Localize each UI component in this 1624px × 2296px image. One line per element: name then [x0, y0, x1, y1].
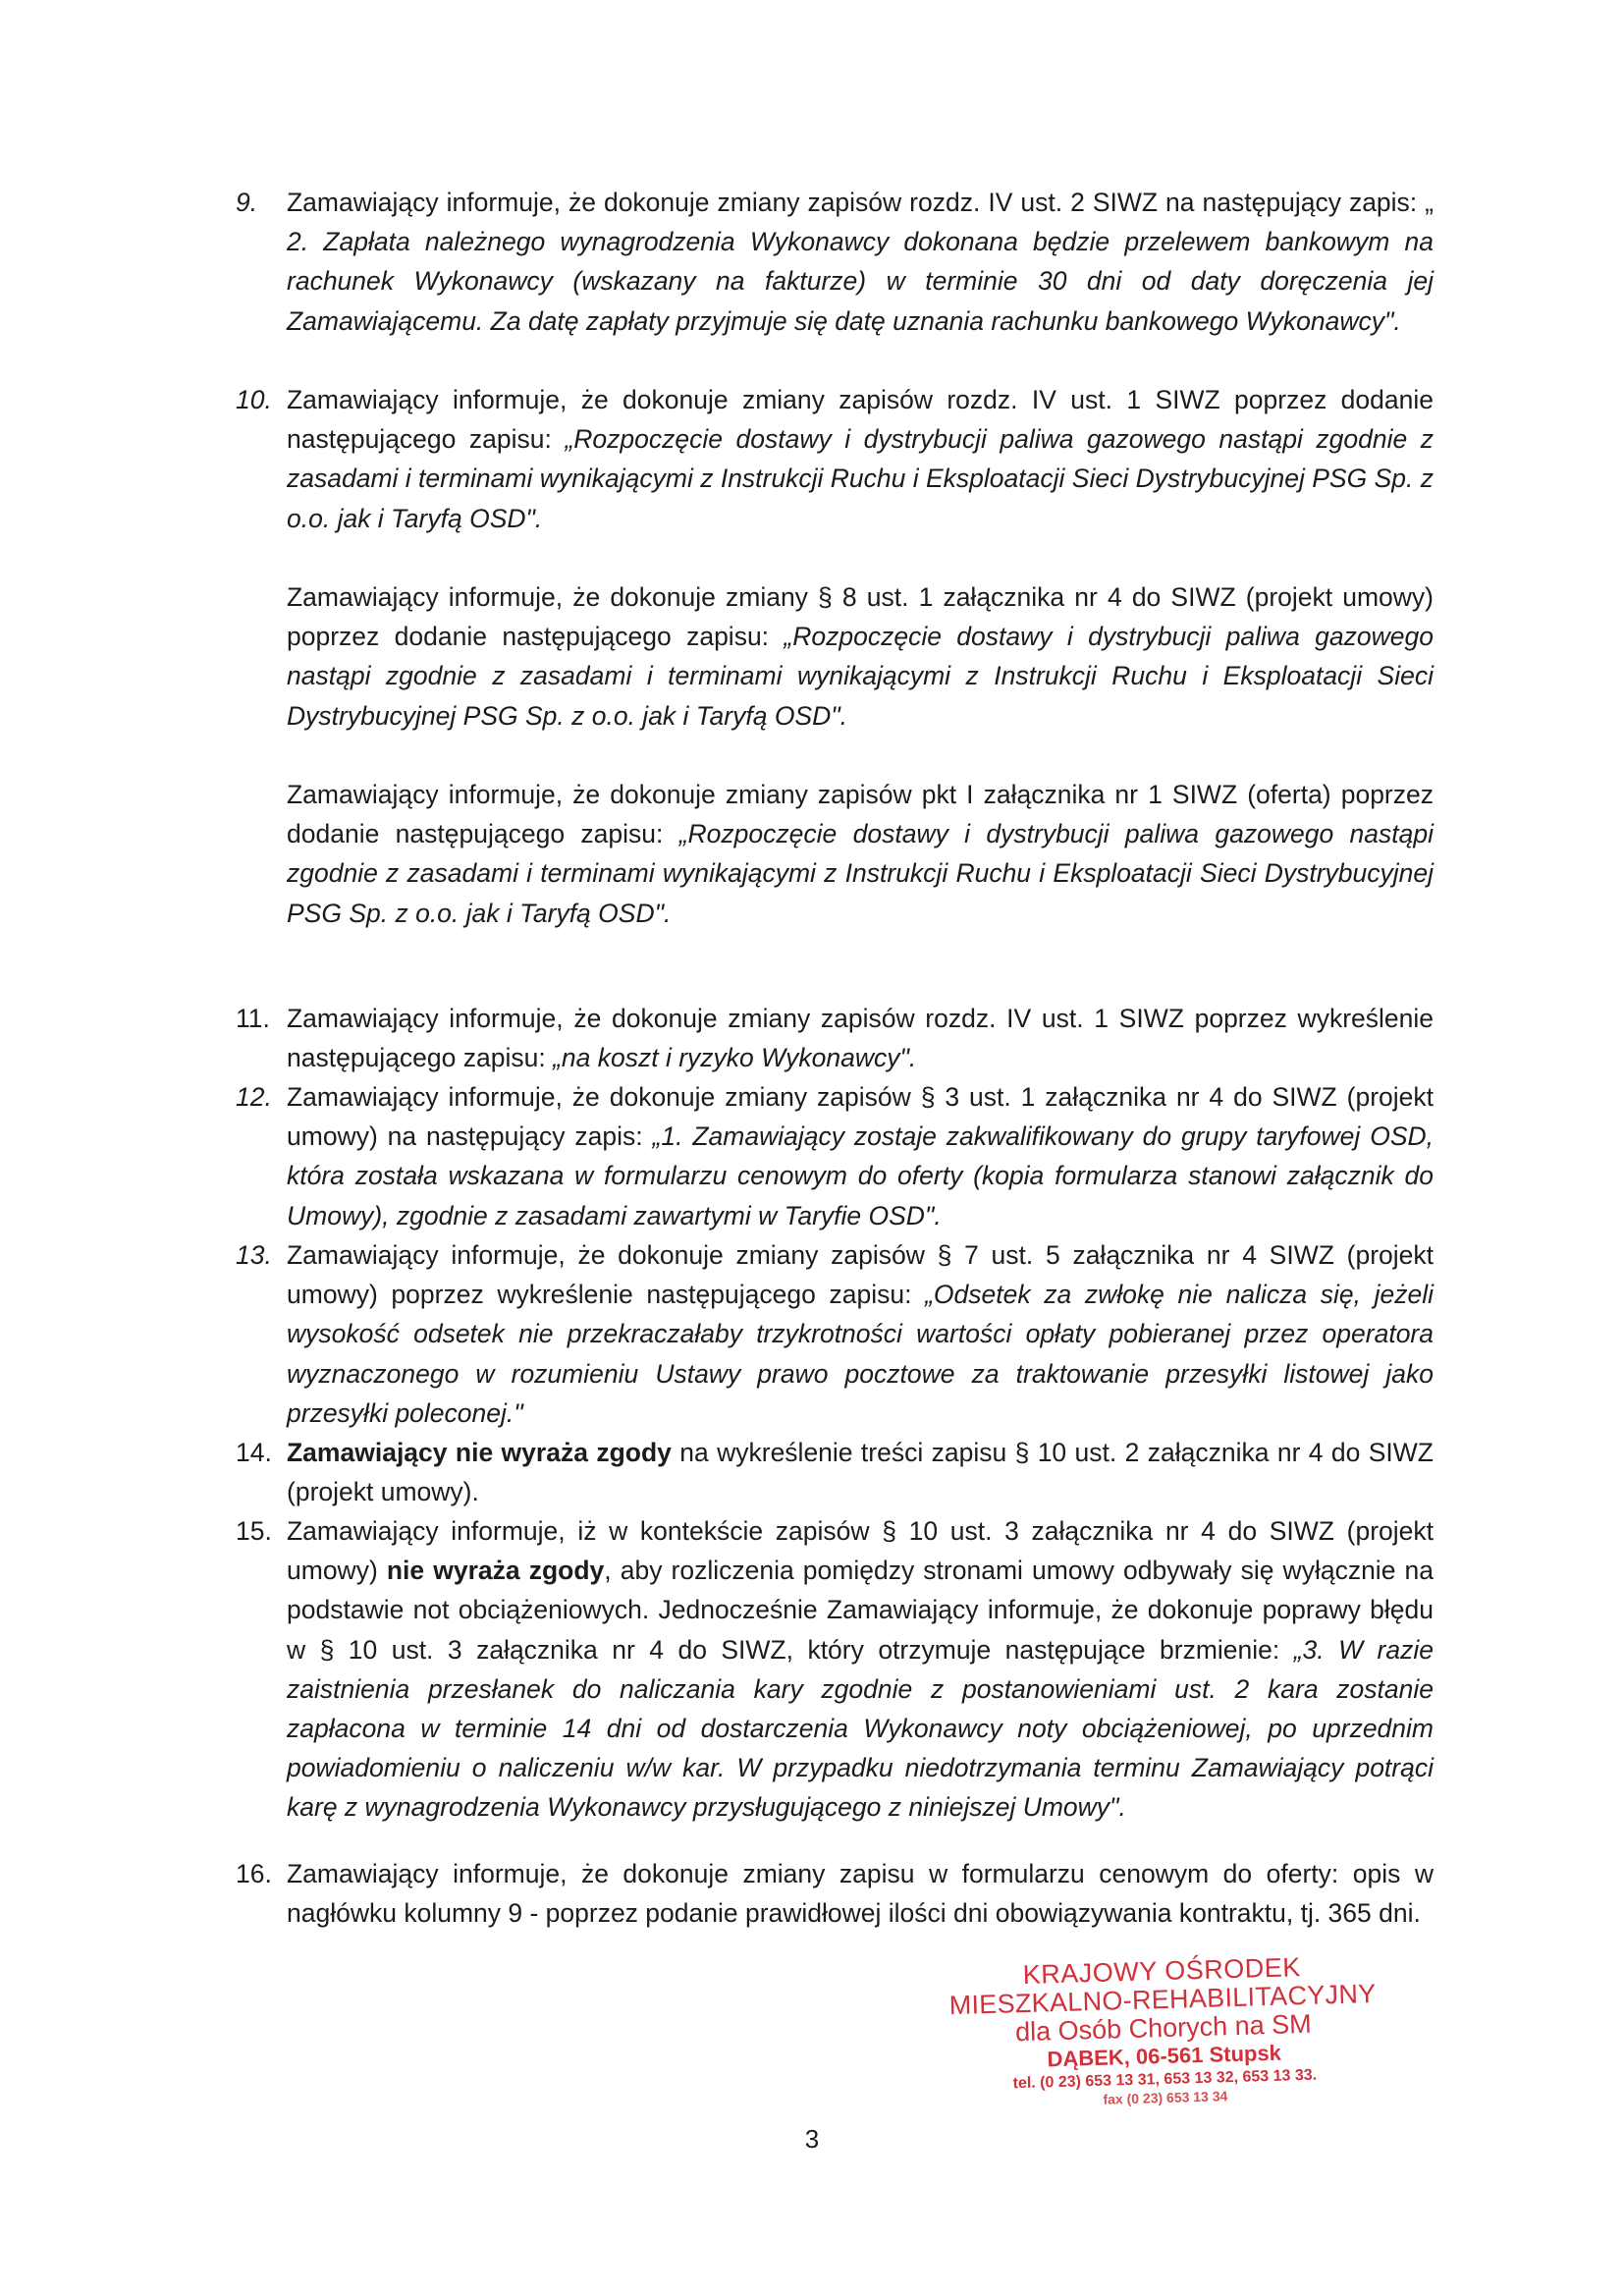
- text-run: Zamawiający informuje, że dokonuje zmiany zapisu w formularzu cenowym do oferty: opis w nagłówku kolumny 9 - poprzez podanie prawidłowej ilości dni obowiązywania kontraktu, tj. 365 dni.: [287, 1859, 1434, 1929]
- list-item-14: [236, 1433, 1434, 1511]
- stamp-line-1: KRAJOWY OŚRODEK: [1022, 1952, 1302, 1990]
- item-text: [287, 1077, 1434, 1235]
- list-item-10: [236, 380, 1434, 538]
- item-text: [287, 1511, 1434, 1828]
- text-run-italic: „Rozpoczęcie dostawy i dystrybucji paliwa gazowego nastąpi zgodnie z zasadami i terminami wynikającymi z Instrukcji Ruchu i Eksploatacji Sieci Dystrybucyjnej PSG Sp. z o.o. jak i Taryfą OSD".: [287, 424, 1434, 533]
- item-number: 9.: [236, 188, 258, 217]
- text-run: na wykreślenie treści zapisu § 10 ust. 2 załącznika nr 4 do SIWZ (projekt umowy).: [287, 1438, 1434, 1507]
- stamp-line-6: fax (0 23) 653 13 34: [1103, 2088, 1228, 2107]
- text-run: Zamawiający informuje, że dokonuje zmiany zapisów rozdz. IV ust. 2 SIWZ na następujący zapis: „: [287, 188, 1434, 217]
- text-run: Zamawiający informuje, że dokonuje zmiany zapisów rozdz. IV ust. 1 SIWZ poprzez wykreślenie następującego zapisu:: [287, 1004, 1434, 1073]
- text-run-italic: „Odsetek za zwłokę nie nalicza się, jeżeli wysokość odsetek nie przekraczałaby trzykrotności wartości opłaty pobieranej przez operatora wyznaczonego w rozumieniu Ustawy prawo pocztowe za traktowanie przesyłki listowej jako przesyłki poleconej.": [287, 1280, 1434, 1428]
- item-number: 10.: [236, 385, 272, 414]
- item-text: [287, 183, 1434, 341]
- stamp-line-2: MIESZKALNO-REHABILITACYJNY: [948, 1978, 1377, 2021]
- text-run: Zamawiający informuje, iż w kontekście zapisów § 10 ust. 3 załącznika nr 4 do SIWZ (projekt umowy): [287, 1516, 1434, 1586]
- text-run-bold: nie wyraża zgody: [386, 1556, 605, 1586]
- paragraph-10b: [287, 775, 1434, 933]
- item-text: [287, 1854, 1434, 1933]
- stamp-line-4: DĄBEK, 06-561 Stupsk: [1047, 2040, 1282, 2072]
- item-text: [287, 380, 1434, 538]
- text-run: Zamawiający informuje, że dokonuje zmiany zapisów § 7 ust. 5 załącznika nr 4 SIWZ (projekt umowy) poprzez wykreślenie następującego zapisu:: [287, 1240, 1434, 1310]
- text-run-bold: Zamawiający nie wyraża zgody: [287, 1438, 672, 1467]
- item-number: 16.: [236, 1859, 272, 1888]
- item-text: [287, 1433, 1434, 1511]
- text-run-italic: „3. W razie zaistnienia przesłanek do naliczania kary zgodnie z postanowieniami ust. 2 kara zostanie zapłacona w terminie 14 dni od dostarczenia Wykonawcy noty obciążeniowej, po uprzednim powiadomieniu o naliczeniu w/w kar. W przypadku niedotrzymania terminu Zamawiający potrąci karę z wynagrodzenia Wykonawcy przysługującego z niniejszej Umowy".: [287, 1634, 1434, 1823]
- text-run-italic: „1. Zamawiający zostaje zakwalifikowany do grupy taryfowej OSD, która została wskazana w formularzu cenowym do oferty (kopia formularza stanowi załącznik do Umowy), zgodnie z zasadami zawartymi w Taryfie OSD".: [287, 1121, 1434, 1230]
- stamp-line-5: tel. (0 23) 653 13 31, 653 13 32, 653 13 33.: [1012, 2066, 1318, 2093]
- item-text: [287, 1235, 1434, 1433]
- item-number: 13.: [236, 1240, 272, 1270]
- item-text: [287, 999, 1434, 1077]
- text-run: Zamawiający informuje, że dokonuje zmiany zapisów rozdz. IV ust. 1 SIWZ poprzez dodanie następującego zapisu:: [287, 385, 1434, 455]
- text-run-italic: „Rozpoczęcie dostawy i dystrybucji paliwa gazowego nastąpi zgodnie z zasadami i terminami wynikającymi z Instrukcji Ruchu i Eksploatacji Sieci Dystrybucyjnej PSG Sp. z o.o. jak i Taryfą OSD".: [287, 819, 1435, 928]
- list-item-9: [236, 183, 1434, 341]
- list-item-12: [236, 1077, 1434, 1235]
- text-run-italic: „Rozpoczęcie dostawy i dystrybucji paliwa gazowego nastąpi zgodnie z zasadami i terminami wynikającymi z Instrukcji Ruchu i Eksploatacji Sieci Dystrybucyjnej PSG Sp. z o.o. jak i Taryfą OSD".: [287, 622, 1434, 731]
- item-number: 11.: [236, 1004, 270, 1033]
- text-run: Zamawiający informuje, że dokonuje zmiany zapisów § 3 ust. 1 załącznika nr 4 do SIWZ (projekt umowy) na następujący zapis:: [287, 1082, 1434, 1152]
- item-number: 14.: [236, 1438, 272, 1467]
- institution-stamp: [936, 1951, 1391, 2113]
- page-number: 3: [804, 2124, 820, 2154]
- text-run: Zamawiający informuje, że dokonuje zmiany zapisów pkt I załącznika nr 1 SIWZ (oferta) poprzez dodanie następującego zapisu:: [287, 780, 1434, 849]
- text-run-italic: 2. Zapłata należnego wynagrodzenia Wykonawcy dokonana będzie przelewem bankowym na rachunek Wykonawcy (wskazany na fakturze) w terminie 30 dni od daty doręczenia jej Zamawiającemu. Za datę zapłaty przyjmuje się datę uznania rachunku bankowego Wykonawcy".: [287, 227, 1434, 336]
- text-run-italic: „na koszt i ryzyko Wykonawcy".: [553, 1043, 917, 1073]
- text-run: Zamawiający informuje, że dokonuje zmiany § 8 ust. 1 załącznika nr 4 do SIWZ (projekt umowy) poprzez dodanie następującego zapisu:: [287, 582, 1434, 652]
- list-item-16: [236, 1854, 1434, 1933]
- item-number: 12.: [236, 1082, 272, 1112]
- list-item-13: [236, 1235, 1434, 1433]
- text-run: , aby rozliczenia pomiędzy stronami umowy odbywały się wyłącznie na podstawie not obciążeniowych. Jednocześnie Zamawiający informuje, że dokonuje poprawy błędu w § 10 ust. 3 załącznika nr 4 do SIWZ, który otrzymuje następujące brzmienie:: [287, 1556, 1434, 1665]
- paragraph-10a: [287, 577, 1434, 736]
- stamp-line-3: dla Osób Chorych na SM: [1014, 2008, 1313, 2048]
- list-item-11: [236, 999, 1434, 1077]
- item-number: 15.: [236, 1516, 272, 1546]
- list-item-15: [236, 1511, 1434, 1828]
